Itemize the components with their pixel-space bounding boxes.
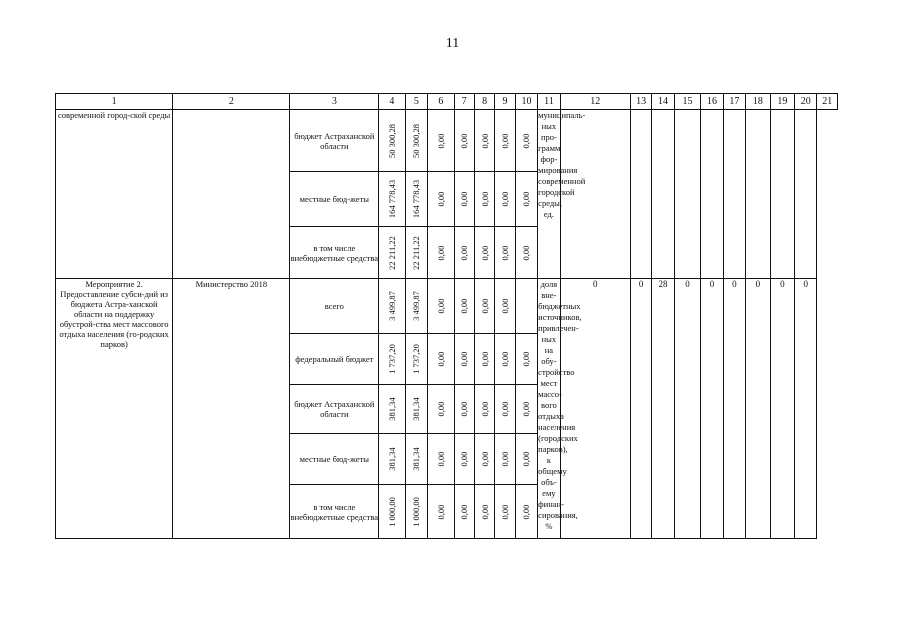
value-text: 164 778,43	[411, 179, 422, 219]
column-header: 13	[630, 94, 651, 110]
column-header: 8	[474, 94, 494, 110]
column-header: 16	[701, 94, 723, 110]
value-text: 0,00	[479, 133, 490, 148]
value-cell	[405, 279, 427, 334]
target-value: 0	[674, 279, 701, 539]
value-text: 0,00	[479, 298, 490, 314]
value-text: 381,34	[411, 397, 422, 421]
value-cell	[474, 385, 494, 434]
value-cell	[428, 279, 455, 334]
value-text: 0,00	[435, 191, 446, 207]
value-text: 0,00	[521, 401, 532, 417]
value-cell	[405, 385, 427, 434]
value-cell	[495, 334, 515, 385]
value-text: 0,00	[479, 245, 490, 260]
value-cell	[515, 279, 537, 334]
value-cell	[495, 227, 515, 279]
value-text: 22 211,22	[386, 235, 397, 270]
value-cell	[379, 485, 406, 539]
value-text: 164 778,43	[386, 179, 397, 219]
column-header: 5	[405, 94, 427, 110]
value-cell	[474, 279, 494, 334]
value-cell	[474, 110, 494, 172]
target-value: 0	[746, 279, 770, 539]
executor-cell	[173, 110, 290, 279]
value-cell	[474, 485, 494, 539]
target-value: 0	[701, 279, 723, 539]
executor-cell: Министерство 2018	[173, 279, 290, 539]
value-cell	[495, 279, 515, 334]
target-cell	[795, 110, 817, 279]
column-header: 21	[817, 94, 838, 110]
value-text: 0,00	[500, 401, 511, 417]
column-header: 12	[560, 94, 630, 110]
value-cell	[428, 485, 455, 539]
value-text: 0,00	[521, 191, 532, 207]
measure-description: Мероприятие 2. Предоставление субси-дий из бюджета Астра-ханской области на поддержку обустрой-ства мест массового отдыха населения (го-родских парков)	[56, 279, 173, 539]
value-cell	[495, 110, 515, 172]
target-value: 0	[795, 279, 817, 539]
value-text: 0,00	[435, 298, 446, 314]
value-cell	[515, 385, 537, 434]
column-header: 17	[723, 94, 745, 110]
value-cell	[379, 385, 406, 434]
value-text: 0,00	[435, 245, 446, 260]
value-text: 0,00	[435, 401, 446, 417]
column-header: 2	[173, 94, 290, 110]
value-cell	[515, 434, 537, 485]
value-cell	[474, 227, 494, 279]
value-text: 381,34	[386, 397, 397, 421]
value-text: 0,00	[435, 133, 446, 148]
value-cell	[515, 334, 537, 385]
value-cell	[454, 279, 474, 334]
value-text: 1 000,00	[411, 496, 422, 527]
value-cell	[454, 434, 474, 485]
target-cell	[630, 110, 651, 279]
value-cell	[495, 172, 515, 227]
value-text: 22 211,22	[411, 235, 422, 270]
value-cell	[454, 110, 474, 172]
value-text: 0,00	[500, 351, 511, 367]
funding-source: бюджет Астраханской области	[290, 110, 379, 172]
value-text: 0,00	[521, 245, 532, 260]
target-value: 28	[652, 279, 674, 539]
value-text: 0,00	[459, 351, 470, 367]
page-number: 11	[445, 36, 460, 51]
value-cell	[379, 172, 406, 227]
program-table	[55, 93, 838, 539]
value-cell	[405, 227, 427, 279]
indicator-cell: доля вне-бюджетных источников, привлечен-ных на обу-стройство мест массо-вого отдыха населения (городских парков), к общему объ-ему финан-сирования, %	[538, 279, 560, 539]
value-cell	[428, 110, 455, 172]
value-cell	[428, 172, 455, 227]
value-cell	[454, 334, 474, 385]
funding-source: в том числе внебюджетные средства	[290, 485, 379, 539]
value-text: 381,34	[411, 447, 422, 471]
value-text: 0,00	[521, 451, 532, 467]
value-cell	[428, 434, 455, 485]
funding-source: федеральный бюджет	[290, 334, 379, 385]
target-cell	[723, 110, 745, 279]
value-text: 1 737,20	[386, 344, 397, 374]
value-cell	[515, 485, 537, 539]
value-text: 0,00	[479, 401, 490, 417]
target-cell	[652, 110, 674, 279]
value-text: 0,00	[521, 133, 532, 148]
value-cell	[428, 334, 455, 385]
target-value: 0	[723, 279, 745, 539]
value-cell	[454, 227, 474, 279]
value-cell	[454, 485, 474, 539]
target-cell	[770, 110, 794, 279]
value-cell	[495, 485, 515, 539]
value-text: 1 737,20	[411, 344, 422, 374]
value-cell	[474, 434, 494, 485]
target-value: 0	[770, 279, 794, 539]
funding-source: всего	[290, 279, 379, 334]
value-text: 0,00	[521, 351, 532, 367]
funding-source: местные бюд-жеты	[290, 434, 379, 485]
value-text: 0,00	[459, 451, 470, 467]
column-header: 4	[379, 94, 406, 110]
value-text: 0,00	[500, 245, 511, 260]
column-header: 7	[454, 94, 474, 110]
value-text: 0,00	[459, 298, 470, 314]
value-text: 3 499,87	[386, 291, 397, 321]
value-text: 0,00	[500, 298, 511, 314]
value-cell	[515, 110, 537, 172]
value-text: 0,00	[500, 504, 511, 519]
value-text: 381,34	[386, 447, 397, 471]
value-text: 0,00	[459, 191, 470, 207]
value-text: 0,00	[500, 133, 511, 148]
value-text: 0,00	[479, 504, 490, 519]
value-cell	[405, 110, 427, 172]
column-header: 19	[770, 94, 794, 110]
value-text: 0,00	[500, 191, 511, 207]
funding-source: в том числе внебюджетные средства	[290, 227, 379, 279]
value-text: 0,00	[459, 245, 470, 260]
column-header: 1	[56, 94, 173, 110]
column-header: 10	[515, 94, 537, 110]
column-header: 6	[428, 94, 455, 110]
value-text: 0,00	[521, 504, 532, 519]
value-cell	[379, 279, 406, 334]
value-cell	[495, 434, 515, 485]
value-text: 50 300,28	[411, 123, 422, 158]
value-cell	[454, 172, 474, 227]
value-cell	[379, 227, 406, 279]
column-header: 11	[538, 94, 560, 110]
value-text: 0,00	[459, 504, 470, 519]
target-value: 0	[560, 279, 630, 539]
value-text: 0,00	[435, 451, 446, 467]
value-cell	[428, 227, 455, 279]
value-text: 50 300,28	[386, 123, 397, 158]
column-header: 14	[652, 94, 674, 110]
value-text: 0,00	[459, 401, 470, 417]
value-cell	[454, 385, 474, 434]
target-cell	[701, 110, 723, 279]
value-cell	[379, 110, 406, 172]
value-text: 0,00	[500, 451, 511, 467]
indicator-cell: муниципаль-ных про-грамм фор-мирования современной городской среды, ед.	[538, 110, 560, 279]
column-header: 20	[795, 94, 817, 110]
value-text: 0,00	[479, 191, 490, 207]
value-cell	[405, 334, 427, 385]
value-cell	[515, 172, 537, 227]
value-text: 0,00	[479, 451, 490, 467]
value-text: 0,00	[479, 351, 490, 367]
measure-description: современной город-ской среды	[56, 110, 173, 279]
value-cell	[428, 385, 455, 434]
column-header: 15	[674, 94, 701, 110]
value-cell	[495, 385, 515, 434]
value-text: 0,00	[435, 504, 446, 519]
target-cell	[746, 110, 770, 279]
value-cell	[515, 227, 537, 279]
value-cell	[405, 172, 427, 227]
target-cell	[674, 110, 701, 279]
value-cell	[405, 485, 427, 539]
column-header: 3	[290, 94, 379, 110]
value-cell	[474, 334, 494, 385]
value-text: 1 000,00	[386, 496, 397, 527]
value-cell	[379, 434, 406, 485]
column-header: 9	[495, 94, 515, 110]
funding-source: местные бюд-жеты	[290, 172, 379, 227]
funding-source: бюджет Астраханской области	[290, 385, 379, 434]
value-text: 0,00	[435, 351, 446, 367]
value-cell	[405, 434, 427, 485]
value-text: 0,00	[459, 133, 470, 148]
value-cell	[379, 334, 406, 385]
target-value: 0	[630, 279, 651, 539]
column-header: 18	[746, 94, 770, 110]
value-text: 3 499,87	[411, 291, 422, 321]
value-cell	[474, 172, 494, 227]
